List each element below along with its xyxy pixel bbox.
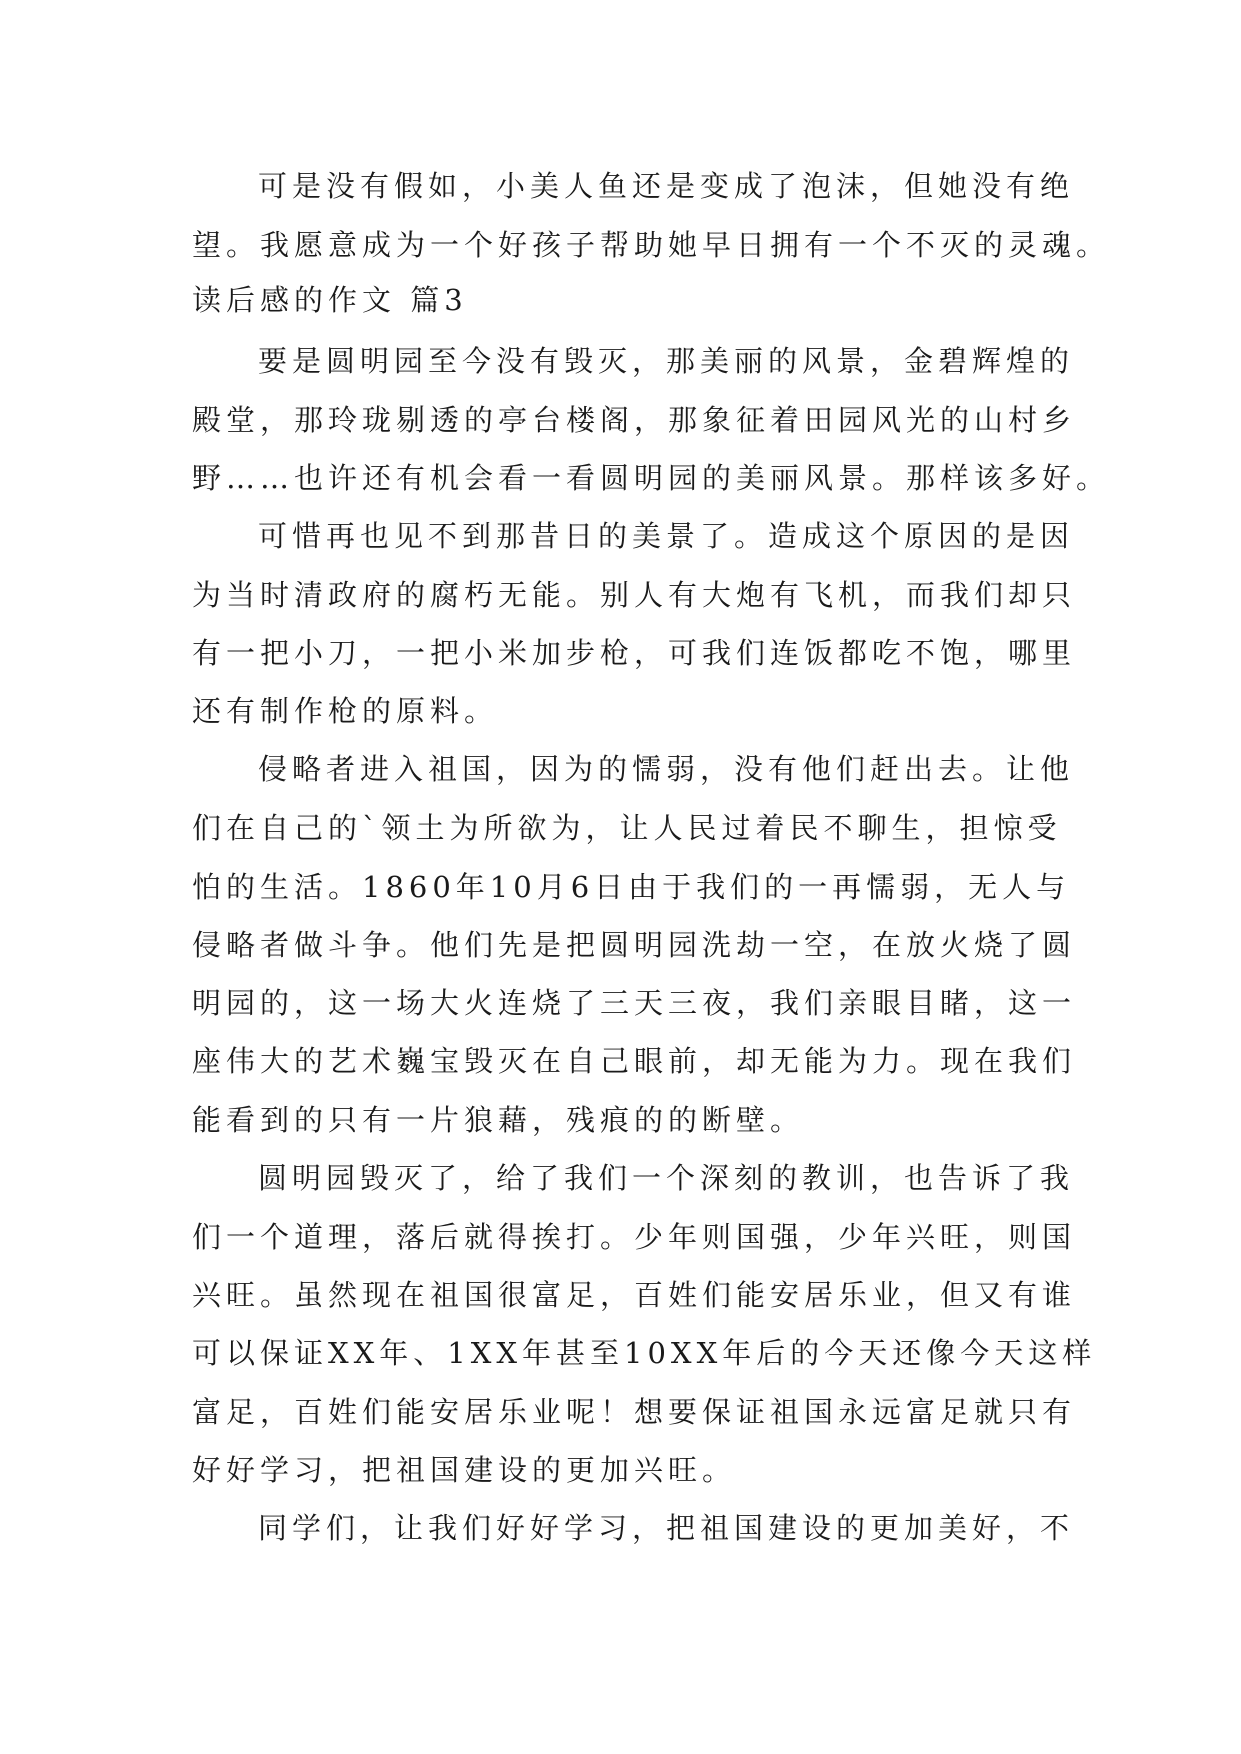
paragraph-line: 为当时清政府的腐朽无能。别人有大炮有飞机，而我们却只 xyxy=(192,578,1077,612)
paragraph-line: 富足，百姓们能安居乐业呢！想要保证祖国永远富足就只有 xyxy=(192,1395,1077,1429)
paragraph-line: 要是圆明园至今没有毁灭，那美丽的风景，金碧辉煌的 xyxy=(258,344,1075,378)
paragraph-line: 侵略者进入祖国，因为的懦弱，没有他们赶出去。让他 xyxy=(258,752,1075,786)
paragraph-line: 可是没有假如，小美人鱼还是变成了泡沫，但她没有绝 xyxy=(258,169,1075,203)
paragraph-line: 们一个道理，落后就得挨打。少年则国强，少年兴旺，则国 xyxy=(192,1220,1077,1254)
paragraph-line: 同学们，让我们好好学习，把祖国建设的更加美好，不 xyxy=(258,1511,1075,1545)
paragraph-line: 望。我愿意成为一个好孩子帮助她早日拥有一个不灭的灵魂。 xyxy=(192,228,1111,262)
paragraph-line: 好好学习，把祖国建设的更加兴旺。 xyxy=(192,1453,737,1487)
paragraph-line: 座伟大的艺术巍宝毁灭在自己眼前，却无能为力。现在我们 xyxy=(192,1044,1077,1078)
paragraph-line: 们在自己的`领土为所欲为，让人民过着民不聊生，担惊受 xyxy=(192,811,1062,845)
paragraph-line: 兴旺。虽然现在祖国很富足，百姓们能安居乐业，但又有谁 xyxy=(192,1278,1077,1312)
paragraph-line: 可以保证XX年、1XX年甚至10XX年后的今天还像今天这样 xyxy=(192,1336,1097,1370)
paragraph-line: 圆明园毁灭了，给了我们一个深刻的教训，也告诉了我 xyxy=(258,1161,1075,1195)
paragraph-line: 可惜再也见不到那昔日的美景了。造成这个原因的是因 xyxy=(258,519,1075,553)
paragraph-line: 还有制作枪的原料。 xyxy=(192,694,499,728)
section-heading: 读后感的作文 篇3 xyxy=(192,283,468,317)
paragraph-line: 有一把小刀，一把小米加步枪，可我们连饭都吃不饱，哪里 xyxy=(192,636,1077,670)
paragraph-line: 野……也许还有机会看一看圆明园的美丽风景。那样该多好。 xyxy=(192,461,1111,495)
paragraph-line: 殿堂，那玲珑剔透的亭台楼阁，那象征着田园风光的山村乡 xyxy=(192,403,1077,437)
paragraph-line: 怕的生活。1860年10月6日由于我们的一再懦弱，无人与 xyxy=(192,870,1071,904)
paragraph-line: 明园的，这一场大火连烧了三天三夜，我们亲眼目睹，这一 xyxy=(192,986,1077,1020)
paragraph-line: 侵略者做斗争。他们先是把圆明园洗劫一空，在放火烧了圆 xyxy=(192,928,1077,962)
paragraph-line: 能看到的只有一片狼藉，残痕的的断壁。 xyxy=(192,1103,805,1137)
